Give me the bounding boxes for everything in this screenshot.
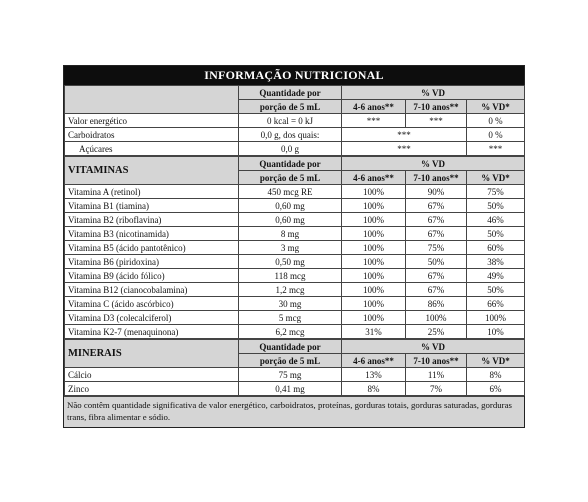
vd-7-10: 67%	[406, 199, 467, 213]
nutrient-name: Vitamina B5 (ácido pantotênico)	[65, 241, 239, 255]
vd-7-10: 67%	[406, 283, 467, 297]
vd-star: 60%	[467, 241, 525, 255]
panel-title: INFORMAÇÃO NUTRICIONAL	[64, 66, 524, 85]
minerals-header-row-1	[65, 340, 525, 354]
vd-star: 50%	[467, 283, 525, 297]
vd-star: 75%	[467, 185, 525, 199]
table-row	[65, 213, 525, 227]
vd-star: 50%	[467, 227, 525, 241]
vd-7-10: 11%	[406, 368, 467, 382]
vd-4-6: 100%	[342, 283, 406, 297]
vd-7-10: 86%	[406, 297, 467, 311]
table-row	[65, 114, 525, 128]
vd-4-6: 13%	[342, 368, 406, 382]
nutrient-qty: 0,0 g, dos quais:	[239, 128, 342, 142]
vitamins-section-title: VITAMINAS	[65, 157, 239, 185]
nutrient-name: Carboidratos	[65, 128, 239, 142]
vitamin-rows	[65, 185, 525, 339]
qty-header-line1: Quantidade por	[239, 86, 342, 100]
nutrient-name: Vitamina A (retinol)	[65, 185, 239, 199]
nutrient-qty: 0,41 mg	[239, 382, 342, 396]
vd-star: 100%	[467, 311, 525, 325]
nutrient-qty: 0,60 mg	[239, 213, 342, 227]
qty-header-line2: porção de 5 mL	[239, 100, 342, 114]
age-header-7-10: 7-10 anos**	[406, 354, 467, 368]
energy-table	[64, 85, 525, 156]
vd-4-6: ***	[342, 114, 406, 128]
vd-4-6: 100%	[342, 269, 406, 283]
vd-7-10: 25%	[406, 325, 467, 339]
footnote: Não contêm quantidade significativa de valor energético, carboidratos, proteínas, gorduras totais, gorduras saturadas, gorduras trans, fibra alimentar e sódio.	[64, 396, 524, 427]
nutrient-name: Vitamina B2 (riboflavina)	[65, 213, 239, 227]
vd-star: 38%	[467, 255, 525, 269]
table-row	[65, 255, 525, 269]
nutrient-qty: 450 mcg RE	[239, 185, 342, 199]
nutrient-qty: 0 kcal = 0 kJ	[239, 114, 342, 128]
table-row	[65, 241, 525, 255]
nutrient-name: Vitamina B6 (piridoxina)	[65, 255, 239, 269]
nutrient-name: Cálcio	[65, 368, 239, 382]
nutrient-qty: 8 mg	[239, 227, 342, 241]
nutrient-name: Açúcares	[65, 142, 239, 156]
qty-header-line1: Quantidade por	[239, 340, 342, 354]
nutrient-name: Vitamina C (ácido ascórbico)	[65, 297, 239, 311]
nutrition-facts-panel	[63, 65, 525, 428]
vd-star-header: % VD*	[467, 354, 525, 368]
vd-star: 50%	[467, 199, 525, 213]
header-blank	[65, 86, 239, 114]
vd-star: ***	[467, 142, 525, 156]
age-header-4-6: 4-6 anos**	[342, 171, 406, 185]
table-row	[65, 368, 525, 382]
vd-star: 10%	[467, 325, 525, 339]
age-header-4-6: 4-6 anos**	[342, 100, 406, 114]
nutrient-qty: 3 mg	[239, 241, 342, 255]
vitamins-table	[64, 156, 525, 339]
nutrient-name: Zinco	[65, 382, 239, 396]
qty-header-line2: porção de 5 mL	[239, 354, 342, 368]
table-row	[65, 269, 525, 283]
minerals-table	[64, 339, 525, 396]
nutrient-qty: 30 mg	[239, 297, 342, 311]
vd-star: 49%	[467, 269, 525, 283]
nutrient-qty: 5 mcg	[239, 311, 342, 325]
vd-7-10: 75%	[406, 241, 467, 255]
vd-star: 46%	[467, 213, 525, 227]
age-header-4-6: 4-6 anos**	[342, 354, 406, 368]
vd-4-6: 100%	[342, 255, 406, 269]
nutrient-qty: 0,0 g	[239, 142, 342, 156]
vd-4-6: 31%	[342, 325, 406, 339]
vd-4-6: 100%	[342, 199, 406, 213]
energy-header-row-1	[65, 86, 525, 100]
vd-7-10: 67%	[406, 269, 467, 283]
nutrient-qty: 0,60 mg	[239, 199, 342, 213]
vd-star: 6%	[467, 382, 525, 396]
nutrient-name: Vitamina D3 (colecalciferol)	[65, 311, 239, 325]
nutrient-qty: 0,50 mg	[239, 255, 342, 269]
vd-4-6: 100%	[342, 213, 406, 227]
nutrient-name: Vitamina B1 (tiamina)	[65, 199, 239, 213]
nutrient-name: Valor energético	[65, 114, 239, 128]
table-row	[65, 142, 525, 156]
vd-7-10: 67%	[406, 213, 467, 227]
vd-7-10: ***	[406, 114, 467, 128]
mineral-rows	[65, 368, 525, 396]
vd-7-10: 67%	[406, 227, 467, 241]
vd-star: 0 %	[467, 114, 525, 128]
table-row	[65, 297, 525, 311]
table-row	[65, 311, 525, 325]
nutrient-qty: 1,2 mcg	[239, 283, 342, 297]
nutrient-name: Vitamina B3 (nicotinamida)	[65, 227, 239, 241]
vd-star: 66%	[467, 297, 525, 311]
table-row	[65, 185, 525, 199]
vd-children: ***	[342, 142, 467, 156]
vd-header: % VD	[342, 86, 525, 100]
vd-7-10: 50%	[406, 255, 467, 269]
vd-header: % VD	[342, 157, 525, 171]
nutrient-name: Vitamina B9 (ácido fólico)	[65, 269, 239, 283]
vd-7-10: 90%	[406, 185, 467, 199]
age-header-7-10: 7-10 anos**	[406, 100, 467, 114]
vd-star: 0 %	[467, 128, 525, 142]
vd-header: % VD	[342, 340, 525, 354]
vd-star-header: % VD*	[467, 171, 525, 185]
table-row	[65, 283, 525, 297]
qty-header-line2: porção de 5 mL	[239, 171, 342, 185]
nutrient-name: Vitamina B12 (cianocobalamina)	[65, 283, 239, 297]
qty-header-line1: Quantidade por	[239, 157, 342, 171]
vd-star: 8%	[467, 368, 525, 382]
vd-4-6: 100%	[342, 297, 406, 311]
vd-4-6: 100%	[342, 185, 406, 199]
table-row	[65, 382, 525, 396]
nutrient-qty: 6,2 mcg	[239, 325, 342, 339]
vd-7-10: 100%	[406, 311, 467, 325]
table-row	[65, 128, 525, 142]
vitamins-header-row-1	[65, 157, 525, 171]
vd-4-6: 100%	[342, 227, 406, 241]
nutrient-qty: 75 mg	[239, 368, 342, 382]
vd-children: ***	[342, 128, 467, 142]
vd-4-6: 8%	[342, 382, 406, 396]
minerals-section-title: MINERAIS	[65, 340, 239, 368]
vd-4-6: 100%	[342, 241, 406, 255]
nutrient-qty: 118 mcg	[239, 269, 342, 283]
nutrient-name: Vitamina K2-7 (menaquinona)	[65, 325, 239, 339]
vd-4-6: 100%	[342, 311, 406, 325]
age-header-7-10: 7-10 anos**	[406, 171, 467, 185]
table-row	[65, 325, 525, 339]
vd-7-10: 7%	[406, 382, 467, 396]
table-row	[65, 227, 525, 241]
vd-star-header: % VD*	[467, 100, 525, 114]
table-row	[65, 199, 525, 213]
